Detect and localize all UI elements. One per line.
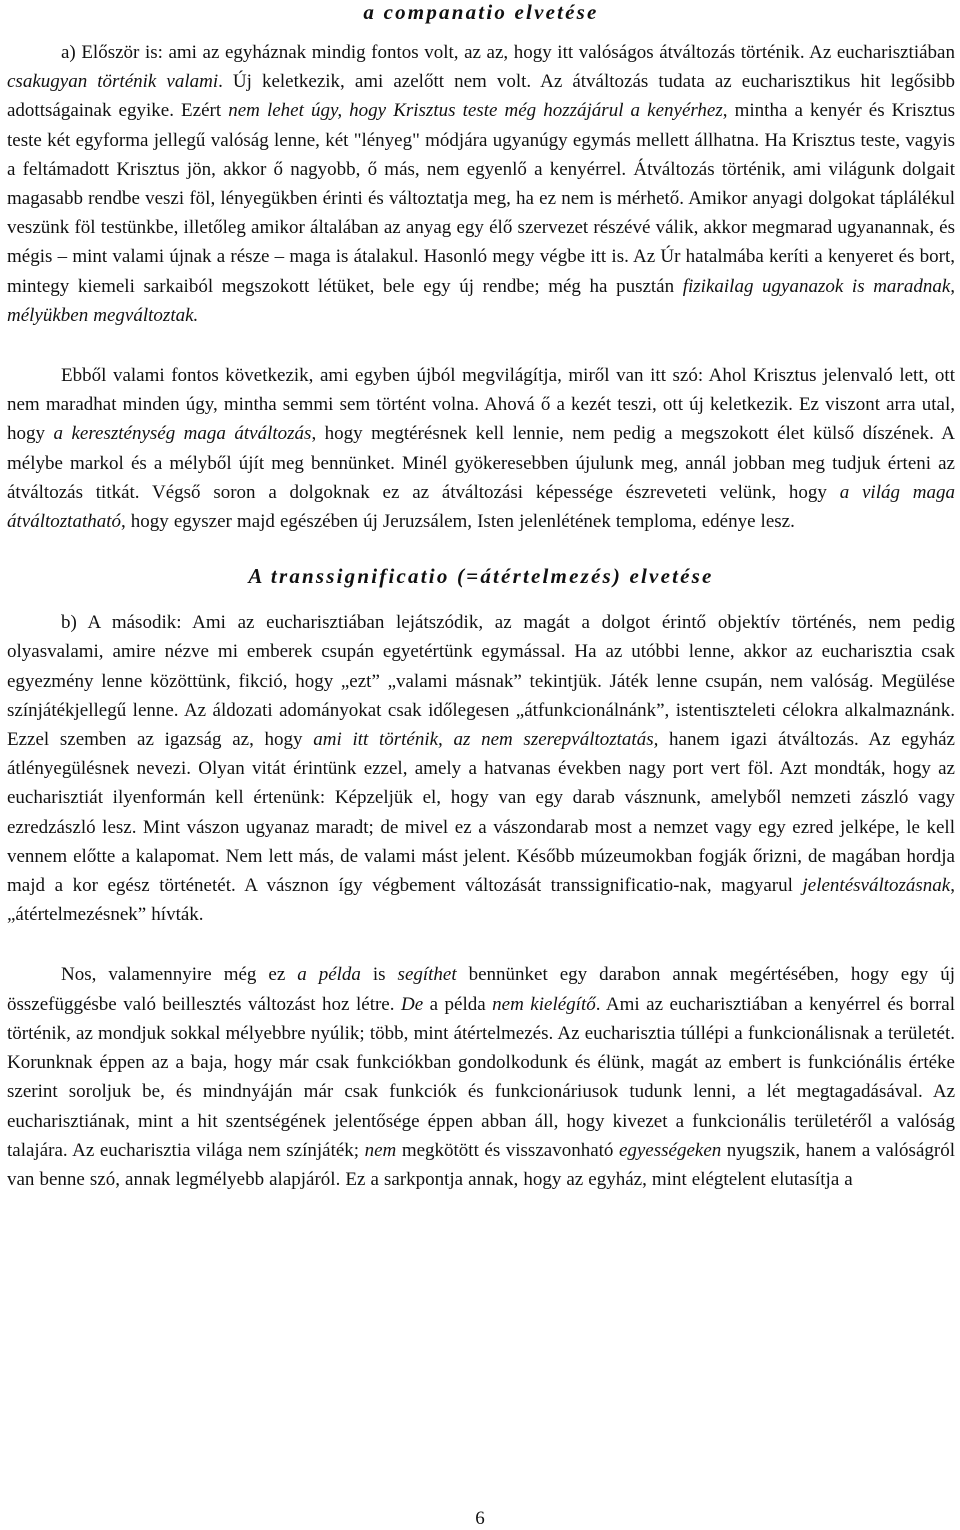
italic-text-run: jelentésváltozásnak: [802, 875, 951, 897]
text-run: , hogy megtérésnek kell lennie, nem pedig a megszokott élet külső díszének. A mélybe markol és a mélyből újít meg bennünket. Minél gyökeresebben újulunk meg, annál jobban meg tudjuk érteni az átváltozás titkát. Végső soron a dolgoknak ez az átváltozási képessége észreveteti velünk, hogy: [7, 423, 955, 503]
italic-text-run: ami itt történik, az nem szerepváltoztatás,: [313, 729, 659, 751]
text-run: a) Először is: ami az egyháznak mindig fontos volt, az az, hogy itt valóságos átváltozás történik. Az eucharisztiában: [61, 42, 955, 63]
text-run: megkötött és visszavonható: [396, 1139, 619, 1161]
text-run: . Ami az eucharisztiában a kenyérrel és borral történik, az mondjuk sokkal mélyebbre nyúlik; több, mint átértelmezés. Az eucharisztia túllépi a funkcionálisnak a területét. Korunknak éppen az a baja, hogy már csak funkciókban gondolkodunk és élünk, magát az embert is funkciónális értéke szerint soroljuk be, és mindnyáján már csak funkciók és funkcionáriusok tudunk lenni, a lét megtagadásával. Az eucharisztiának, mint a hit szentségének jelentősége éppen abban áll, hogy kivezet a funkcionális területéről a valóság talajára. Az eucharisztia világa nem színjáték;: [7, 993, 955, 1161]
text-run: is: [360, 964, 398, 986]
italic-text-run: De: [400, 993, 424, 1015]
paragraph-b: [7, 608, 955, 929]
document-page: [7, 0, 955, 1530]
text-run: Ebből valami fontos következik, ami egyben újból megvilágítja, miről van itt szó: Ahol Krisztus jelenvaló lett, ott nem maradhat minden úgy, mintha semmi sem történt volna. Ahová ő a kezét teszi, ott új keletkezik. Ez viszont arra utal, hogy: [7, 365, 955, 445]
italic-text-run: a kereszténység maga átváltozás: [53, 423, 312, 445]
text-run: bennünket egy darabon annak megértésében, hogy egy új összefüggésbe való beillesztés változást hoz létre.: [7, 964, 955, 1015]
text-run: , mintha a kenyér és Krisztus teste két egyforma jellegű valóság lenne, két "lényeg" módjára ugyanúgy egymás mellett állhatna. Ha Krisztus teste, vagyis a feltámadott Krisztus jön, akkor ő nagyobb, ő más, nem egyenlő a kenyérrel. Átváltozás történik, ami világunk dolgait magasabb rendbe veszi föl, lényegükben érinti és változtatja meg, ha ez nem is mérhető. Amikor anyagi dolgokat táplálékul veszünk föl testünkbe, illetőleg amikor általában az anyag egy élő szervezet részévé válik, akkor megmarad ugyanannak, és mégis – mint valami újnak a része – maga is átalakul. Hasonló megy végbe itt is. Az Úr hatalmába keríti a kenyeret és bort, mintegy kiemeli sarkaiból megszokott létüket, bele egy új rendbe; még ha pusztán: [7, 100, 955, 297]
text-run: a példa: [423, 993, 493, 1015]
section-heading-companatio: a companatio elvetése: [363, 0, 599, 24]
text-run: b) A második: Ami az eucharisztiában lejátszódik, az magát a dolgot érintő objektív történés, nem pedig olyasvalami, amire nézve mi emberek csupán egyetértünk egymással. Ha az utóbbi lenne, akkor az eucharisztia csak egyezmény lenne közöttünk, fikció, hogy „ezt” „valami másnak” tekintjük. Játék lenne csupán, nem valóság. Megülése színjátékjellegű lenne. Az áldozati adományokat csak időlegesen „átfunkcionálnánk”, istentiszteleti célokra alkalmaznánk. Ezzel szemben az igazság az, hogy: [7, 612, 955, 751]
paragraph-consequence: [7, 361, 955, 536]
paragraph-a: [7, 38, 955, 330]
italic-text-run: nem lehet úgy, hogy Krisztus teste még hozzájárul a kenyérhez: [228, 100, 723, 122]
italic-text-run: nem: [364, 1139, 397, 1161]
text-run: nyugszik, hanem a valóságról van benne szó, annak legmélyebb alapjáról. Ez a sarkpontja annak, hogy az egyház, mint elégtelent elutasítja a: [7, 1139, 955, 1190]
italic-text-run: a világ maga átváltoztatható: [7, 481, 955, 533]
text-run: . Új keletkezik, ami azelőtt nem volt. Az átváltozás tudata az eucharisztikus hit legősibb adottságainak egyike. Ezért: [7, 71, 955, 122]
italic-text-run: segíthet: [397, 964, 457, 986]
text-run: hanem igazi átváltozás. Az egyház átlényegülésnek nevezi. Olyan vitát érintünk ezzel, amely a hatvanas években nagy port vert föl. Azt mondták, hogy az eucharisztiát ilyenformán kell értenünk: Képzeljük el, hogy van egy darab vásznunk, amelyből nemzeti zászló vagy ezredzászló lesz. Mint vászon ugyanaz maradt; de mivel ez a vászondarab most a nemzet vagy egy ezred jelképe, le kell vennem előtte a kalapomat. Nem lett más, de valami mást jelent. Később múzeumokban fogják őrizni, de magában hordja majd a kor egész történetét. A vásznon így végbement változását transsignificatio-nak, magyarul: [7, 729, 955, 897]
italic-text-run: egyességeken: [618, 1139, 722, 1161]
italic-text-run: fizikailag ugyanazok is maradnak, mélyükben megváltoztak.: [7, 275, 956, 326]
paragraph-example: [7, 960, 955, 1194]
page-number: 6: [475, 1508, 485, 1529]
italic-text-run: a példa: [297, 964, 361, 986]
italic-text-run: csakugyan történik valami: [7, 71, 219, 93]
section-heading-transsignificatio: A transsignificatio (=átértelmezés) elvetése: [248, 564, 714, 589]
text-run: , hogy egyszer majd egészében új Jeruzsálem, Isten jelenlétének temploma, edénye lesz.: [121, 511, 795, 533]
italic-text-run: nem kielégítő: [492, 993, 596, 1015]
text-run: , „átértelmezésnek” hívták.: [7, 875, 955, 926]
text-run: Nos, valamennyire még ez: [61, 964, 298, 986]
